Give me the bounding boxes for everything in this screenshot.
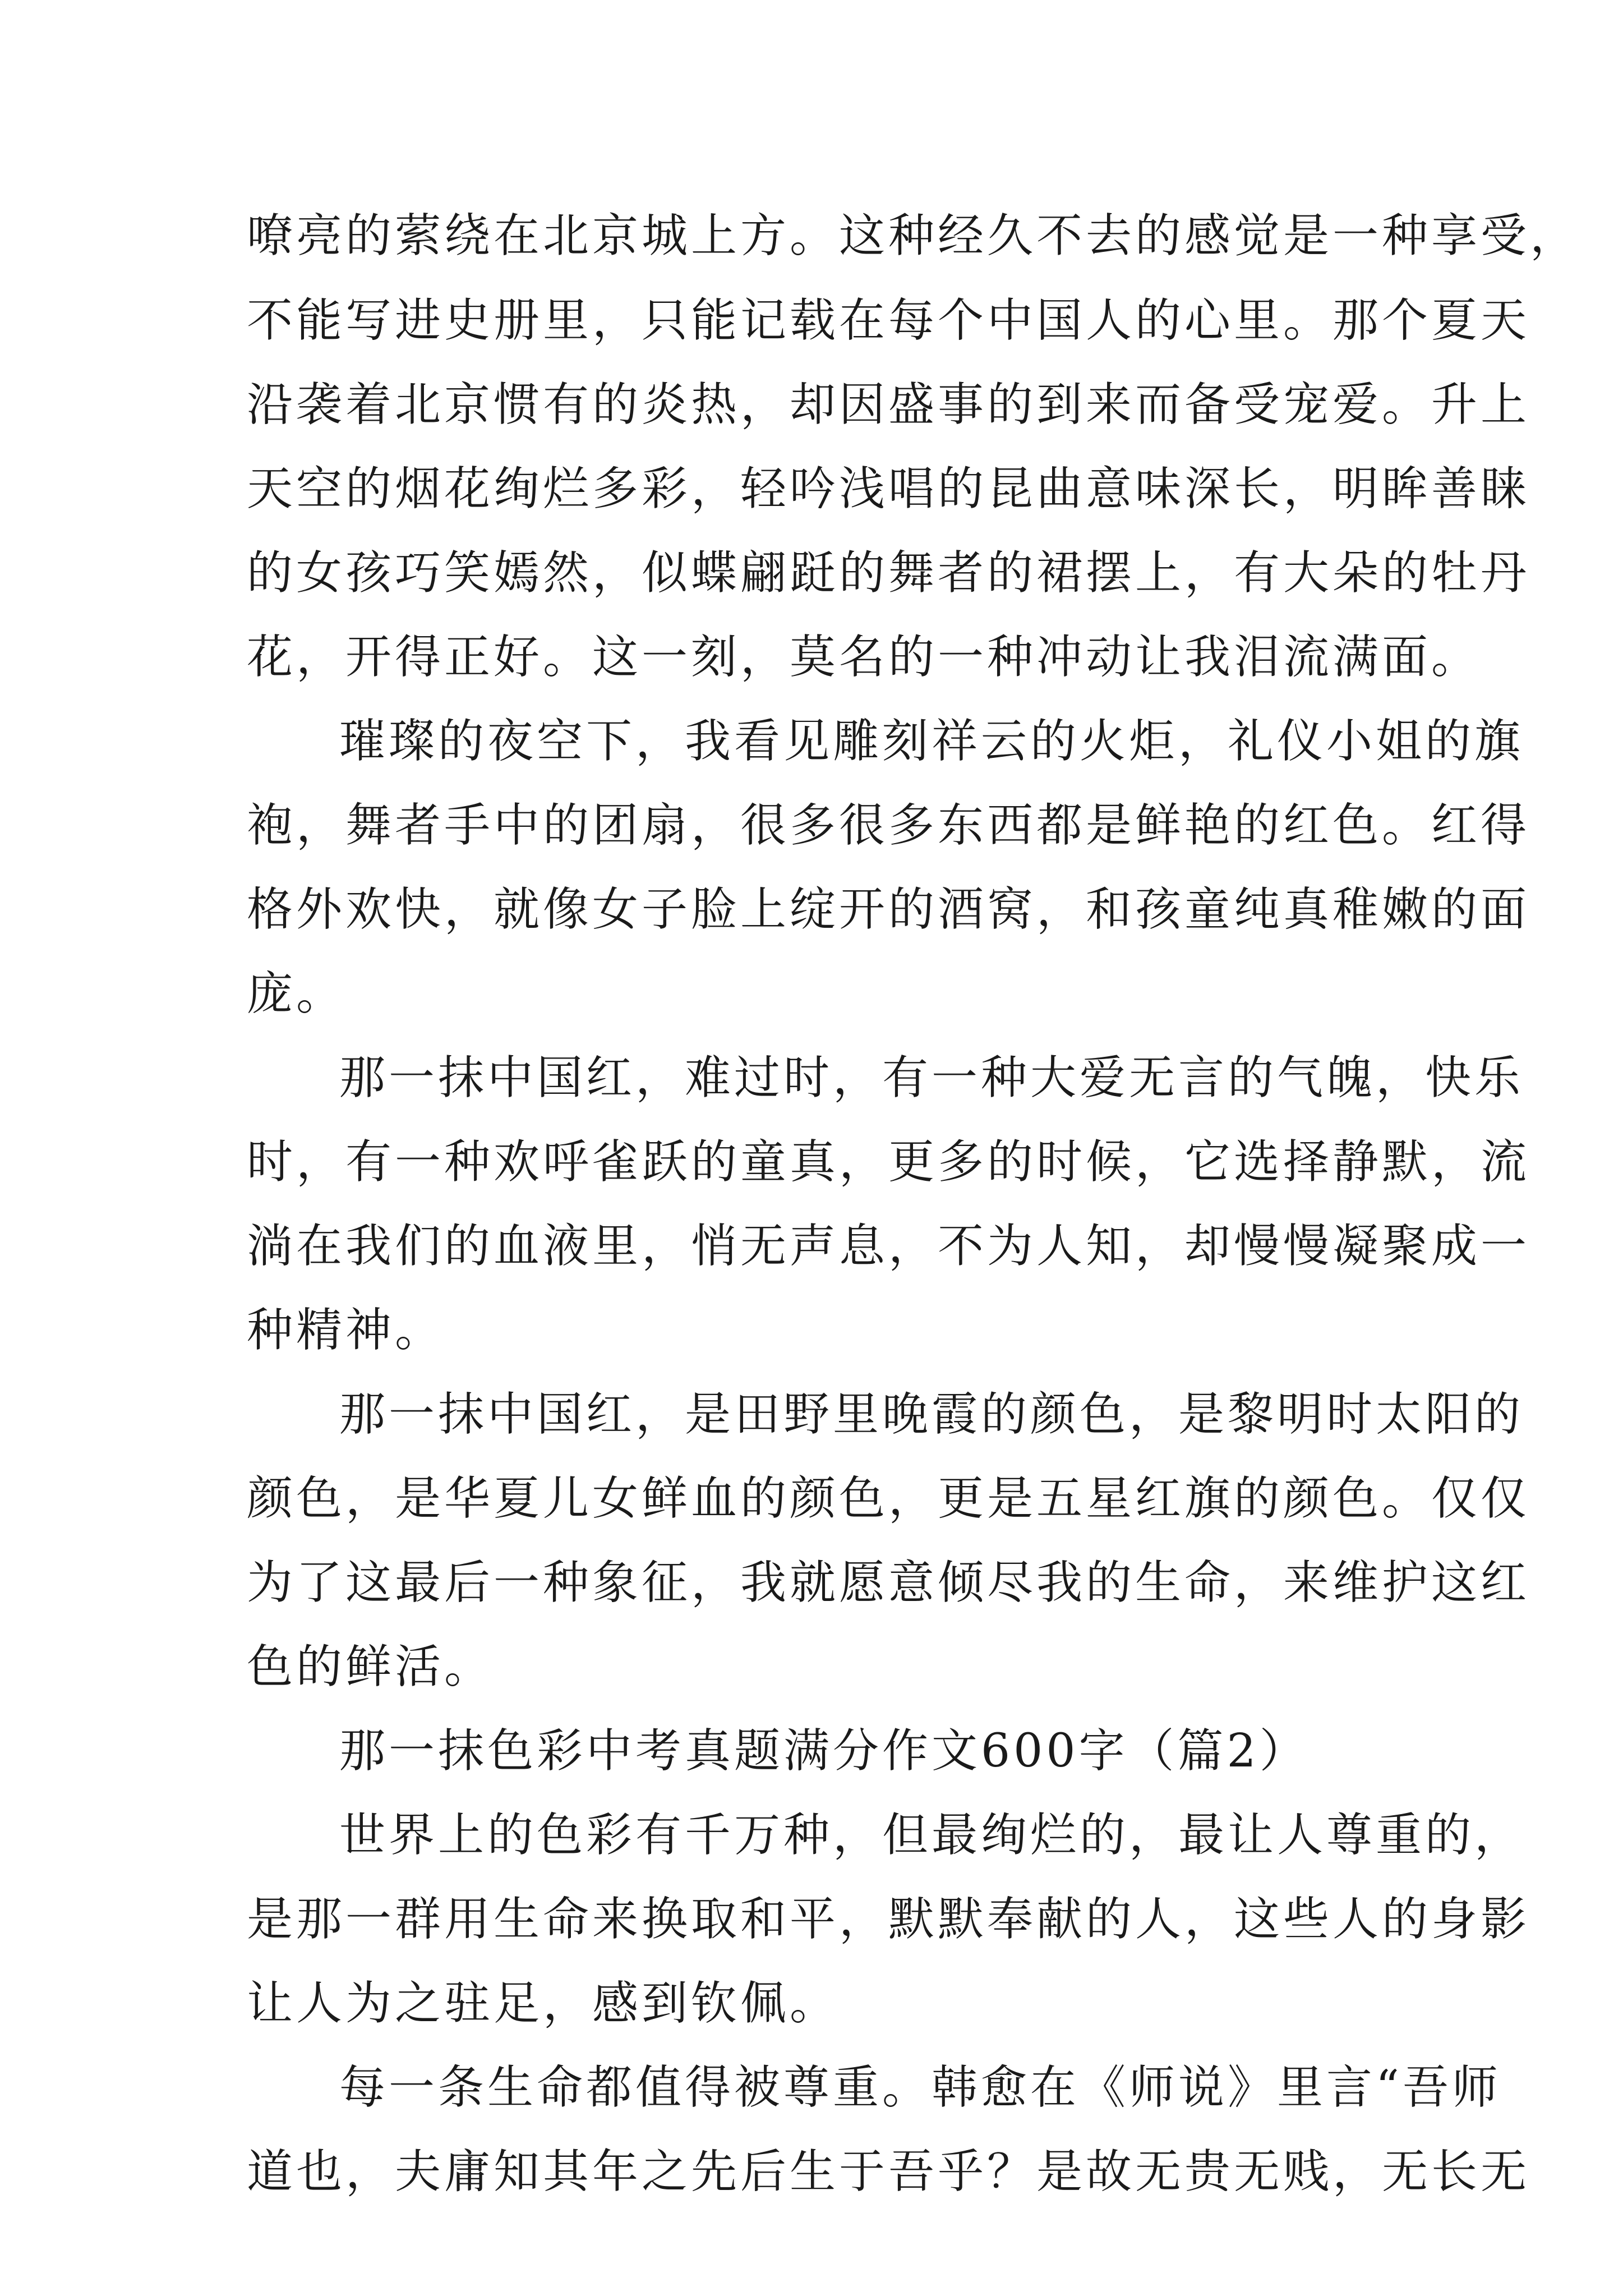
text-line: 淌在我们的血液里，悄无声息，不为人知，却慢慢凝聚成一 xyxy=(247,1220,1530,1273)
paragraph-first-line: 每一条生命都值得被尊重。韩愈在《师说》里言“吾师 xyxy=(339,2061,1501,2114)
text-line: 的女孩巧笑嫣然，似蝶翩跹的舞者的裙摆上，有大朵的牡丹 xyxy=(247,546,1530,600)
text-line: 时，有一种欢呼雀跃的童真，更多的时候，它选择静默，流 xyxy=(247,1135,1530,1189)
paragraph-first-line: 那一抹中国红，是田野里晚霞的颜色，是黎明时太阳的 xyxy=(339,1388,1524,1441)
text-line: 道也，夫庸知其年之先后生于吾乎？是故无贵无贱，无长无 xyxy=(247,2145,1530,2198)
text-line: 是那一群用生命来换取和平，默默奉献的人，这些人的身影 xyxy=(247,1893,1530,1946)
text-line: 庞。 xyxy=(247,967,346,1020)
text-line: 花，开得正好。这一刻，莫名的一种冲动让我泪流满面。 xyxy=(247,631,1481,684)
text-line: 嘹亮的萦绕在北京城上方。这种经久不去的感觉是一种享受， xyxy=(247,209,1580,263)
text-line: 种精神。 xyxy=(247,1304,445,1357)
paragraph-first-line: 世界上的色彩有千万种，但最绚烂的，最让人尊重的， xyxy=(339,1809,1524,1862)
paragraph-first-line: 那一抹中国红，难过时，有一种大爱无言的气魄，快乐 xyxy=(339,1051,1524,1105)
text-line: 颜色，是华夏儿女鲜血的颜色，更是五星红旗的颜色。仅仅 xyxy=(247,1472,1530,1525)
text-line: 天空的烟花绚烂多彩，轻吟浅唱的昆曲意味深长，明眸善睐 xyxy=(247,462,1530,516)
text-line: 为了这最后一种象征，我就愿意倾尽我的生命，来维护这红 xyxy=(247,1556,1530,1609)
text-line: 沿袭着北京惯有的炎热，却因盛事的到来而备受宠爱。升上 xyxy=(247,378,1530,431)
text-line: 色的鲜活。 xyxy=(247,1640,494,1694)
text-line: 袍，舞者手中的团扇，很多很多东西都是鲜艳的红色。红得 xyxy=(247,799,1530,852)
text-line: 让人为之驻足，感到钦佩。 xyxy=(247,1977,840,2030)
text-line: 不能写进史册里，只能记载在每个中国人的心里。那个夏天 xyxy=(247,294,1530,347)
text-line: 格外欢快，就像女子脸上绽开的酒窝，和孩童纯真稚嫩的面 xyxy=(247,883,1530,936)
section-heading: 那一抹色彩中考真题满分作文600字（篇2） xyxy=(339,1724,1309,1778)
paragraph-first-line: 璀璨的夜空下，我看见雕刻祥云的火炬，礼仪小姐的旗 xyxy=(339,715,1524,768)
